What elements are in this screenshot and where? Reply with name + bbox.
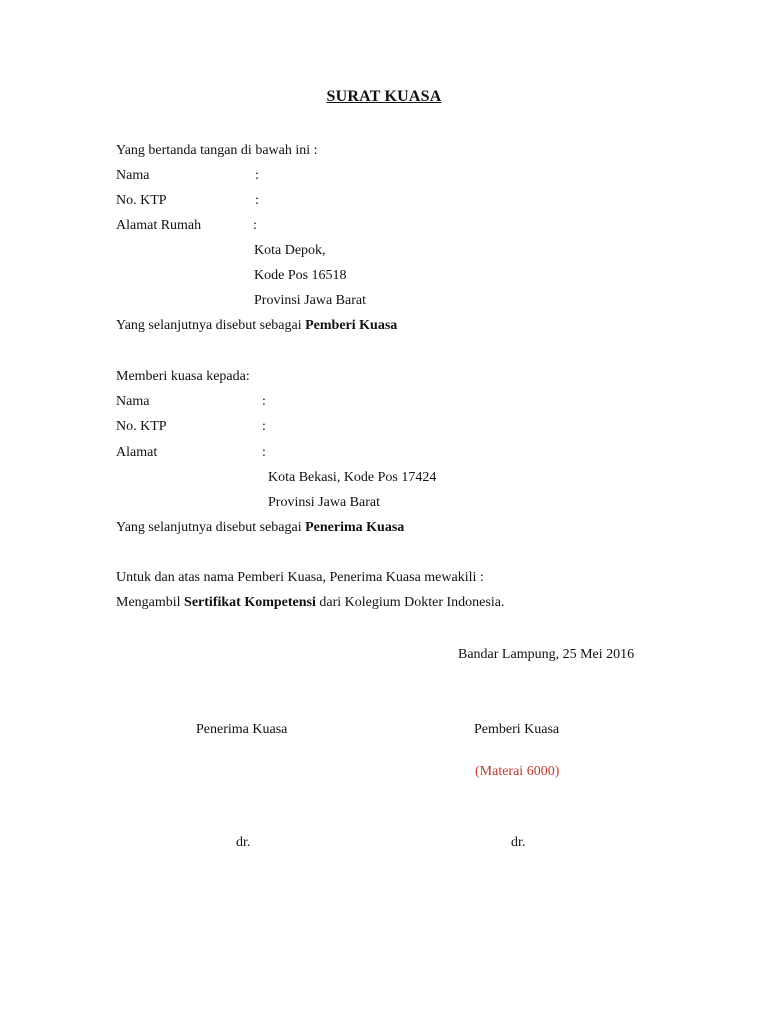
- purpose-line1: Untuk dan atas nama Pemberi Kuasa, Penerima Kuasa mewakili :: [116, 570, 484, 585]
- signature-label-grantee: Penerima Kuasa: [196, 722, 288, 737]
- grantee-designation: [116, 519, 404, 537]
- grantee-alamat-label: Alamat: [116, 445, 158, 460]
- signature-label-grantor: Pemberi Kuasa: [474, 722, 560, 737]
- stamp-duty-note: (Materai 6000): [475, 764, 560, 779]
- grantee-ktp-colon: :: [262, 419, 266, 434]
- grantor-designation-prefix: Yang selanjutnya disebut sebagai: [116, 318, 306, 333]
- grantee-address-line1: Kota Bekasi, Kode Pos 17424: [268, 470, 437, 485]
- document-title: SURAT KUASA: [326, 88, 442, 105]
- grantee-ktp-label: No. KTP: [116, 419, 167, 434]
- grantor-ktp-colon: :: [255, 193, 259, 208]
- grantee-designation-bold: Penerima Kuasa: [305, 520, 405, 535]
- signature-name-grantor: dr.: [511, 835, 526, 850]
- grantee-alamat-colon: :: [262, 445, 266, 460]
- grantor-designation-bold: Pemberi Kuasa: [305, 318, 398, 333]
- grantee-nama-colon: :: [262, 394, 266, 409]
- grantor-address-line1: Kota Depok,: [254, 243, 326, 258]
- signature-name-grantee: dr.: [236, 835, 251, 850]
- grantor-nama-colon: :: [255, 168, 259, 183]
- grantor-ktp-label: No. KTP: [116, 193, 167, 208]
- intro-line: Yang bertanda tangan di bawah ini :: [116, 143, 318, 158]
- grantor-address-line3: Provinsi Jawa Barat: [254, 293, 366, 308]
- grant-intro-colon: :: [245, 369, 250, 384]
- grantee-address-line2: Provinsi Jawa Barat: [268, 495, 380, 510]
- purpose-line2-prefix: Mengambil: [116, 595, 185, 610]
- grant-intro-text: Memberi kuasa kepada: [116, 369, 246, 384]
- grantor-designation: [116, 317, 397, 335]
- grantee-designation-prefix: Yang selanjutnya disebut sebagai: [116, 520, 306, 535]
- grantor-nama-label: Nama: [116, 168, 150, 183]
- grantor-alamat-colon: :: [253, 218, 257, 233]
- grantor-alamat-label: Alamat Rumah: [116, 218, 202, 233]
- place-date: Bandar Lampung, 25 Mei 2016: [458, 647, 635, 662]
- purpose-line2-bold: Sertifikat Kompetensi: [184, 595, 316, 610]
- purpose-line2: [116, 594, 504, 612]
- purpose-line2-suffix: dari Kolegium Dokter Indonesia.: [315, 595, 505, 610]
- grant-intro: [116, 368, 250, 386]
- grantor-address-line2: Kode Pos 16518: [254, 268, 347, 283]
- grantee-nama-label: Nama: [116, 394, 150, 409]
